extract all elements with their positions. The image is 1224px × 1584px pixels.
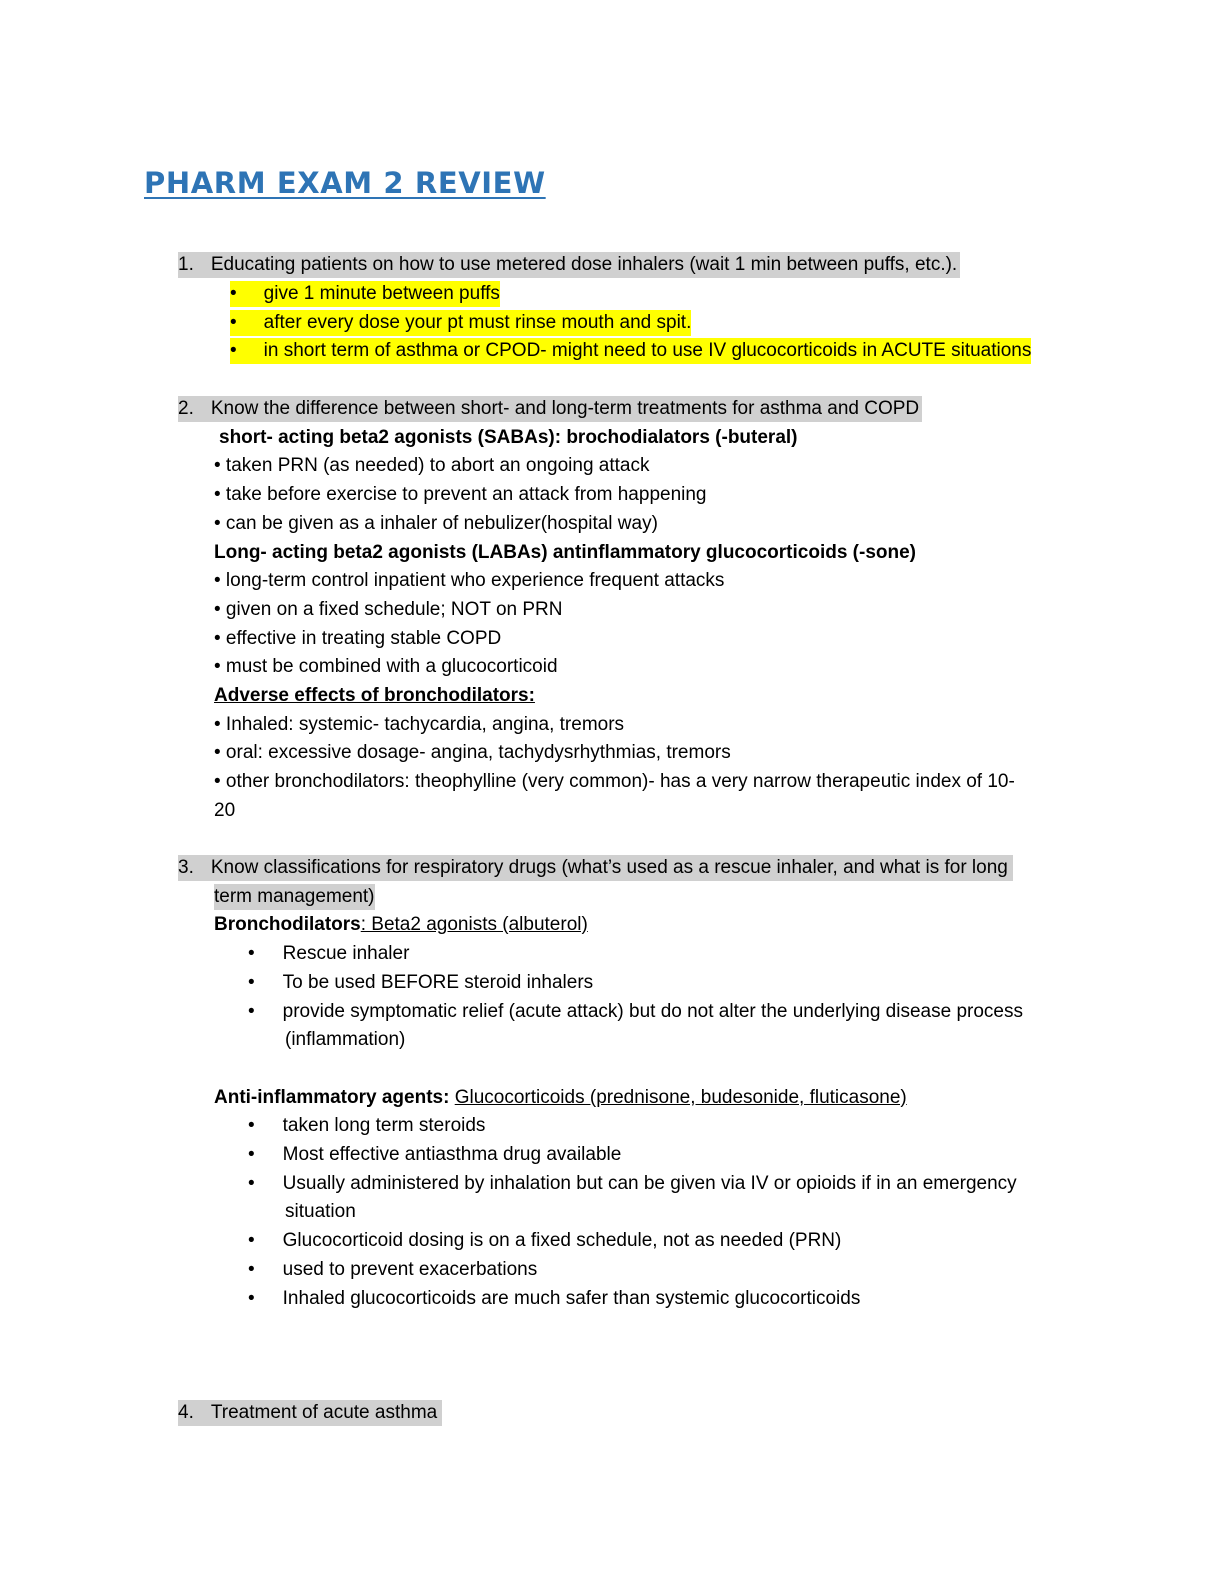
anti-item-text: used to prevent exacerbations <box>282 1259 538 1280</box>
anti-item-text: taken long term steroids <box>282 1115 486 1136</box>
anti-inflammatory-value: Glucocorticoids (prednisone, budesonide, fluticasone) <box>454 1087 907 1108</box>
anti-item-cont: situation <box>285 1201 356 1222</box>
broncho-item-text: provide symptomatic relief (acute attack) but do not alter the underlying disease process <box>282 1001 1023 1022</box>
bullet-icon: • <box>248 1288 255 1309</box>
adverse-heading: Adverse effects of bronchodilators: <box>214 685 535 706</box>
anti-item <box>248 1171 1017 1197</box>
anti-item <box>248 1142 621 1168</box>
adverse-item: • other bronchodilators: theophylline (very common)- has a very narrow therapeutic index of 10- <box>214 771 1015 792</box>
bullet-icon: • <box>248 1259 255 1280</box>
anti-item <box>248 1257 537 1283</box>
bullet-icon: • <box>230 312 237 333</box>
bronchodilators-value: : Beta2 agonists (albuterol) <box>360 914 588 935</box>
bullet-icon: • <box>248 943 255 964</box>
q1-number: 1. <box>178 254 194 275</box>
bullet-icon: • <box>248 972 255 993</box>
bullet-icon: • <box>248 1001 255 1022</box>
labas-item: • long-term control inpatient who experience frequent attacks <box>214 570 725 591</box>
q3-heading-cont: term management) <box>214 884 375 910</box>
anti-item <box>248 1228 841 1254</box>
q1-bullet-1 <box>230 281 500 307</box>
bronchodilators-line <box>214 912 588 938</box>
bullet-icon: • <box>230 283 237 304</box>
q1-bullet-3 <box>230 338 1031 364</box>
labas-heading: Long- acting beta2 agonists (LABAs) antinflammatory glucocorticoids (-sone) <box>214 542 916 563</box>
q2-heading <box>178 396 922 422</box>
bullet-icon: • <box>248 1173 255 1194</box>
bullet-icon: • <box>248 1144 255 1165</box>
q3-text: Know classifications for respiratory drugs (what’s used as a rescue inhaler, and what is for long <box>210 857 1008 878</box>
bronchodilators-label: Bronchodilators <box>214 914 361 935</box>
labas-item: • given on a fixed schedule; NOT on PRN <box>214 599 563 620</box>
q2-text: Know the difference between short- and long-term treatments for asthma and COPD <box>210 398 920 419</box>
q2-number: 2. <box>178 398 194 419</box>
adverse-item: 20 <box>214 800 236 821</box>
page-title: PHARM EXAM 2 REVIEW <box>144 166 546 200</box>
anti-item-text: Usually administered by inhalation but can be given via IV or opioids if in an emergency <box>282 1173 1017 1194</box>
q3-number: 3. <box>178 857 194 878</box>
q1-bullet-text: give 1 minute between puffs <box>263 283 500 304</box>
q4-heading <box>178 1400 442 1426</box>
q1-bullet-2 <box>230 310 691 336</box>
adverse-item: • oral: excessive dosage- angina, tachydysrhythmias, tremors <box>214 742 731 763</box>
sabas-heading: short- acting beta2 agonists (SABAs): brochodialators (-buteral) <box>219 427 798 448</box>
anti-inflammatory-line <box>214 1085 907 1111</box>
sabas-item: • take before exercise to prevent an attack from happening <box>214 484 707 505</box>
anti-item <box>248 1113 485 1139</box>
adverse-item: • Inhaled: systemic- tachycardia, angina, tremors <box>214 714 625 735</box>
q1-text: Educating patients on how to use metered dose inhalers (wait 1 min between puffs, etc.). <box>210 254 958 275</box>
bullet-icon: • <box>248 1115 255 1136</box>
broncho-item <box>248 941 409 967</box>
q1-heading <box>178 252 960 278</box>
anti-item <box>248 1286 860 1312</box>
broncho-item <box>248 999 1023 1025</box>
anti-inflammatory-label: Anti-inflammatory agents: <box>214 1087 450 1108</box>
anti-item-text: Glucocorticoid dosing is on a fixed schedule, not as needed (PRN) <box>282 1230 842 1251</box>
q1-bullet-text: after every dose your pt must rinse mouth and spit. <box>263 312 692 333</box>
labas-item: • effective in treating stable COPD <box>214 628 502 649</box>
broncho-item-text: Rescue inhaler <box>282 943 410 964</box>
q3-heading <box>178 855 1013 881</box>
broncho-item <box>248 970 593 996</box>
sabas-item: • taken PRN (as needed) to abort an ongoing attack <box>214 455 650 476</box>
anti-item-text: Most effective antiasthma drug available <box>282 1144 622 1165</box>
bullet-icon: • <box>230 340 237 361</box>
broncho-item-cont: (inflammation) <box>285 1029 406 1050</box>
labas-item: • must be combined with a glucocorticoid <box>214 656 558 677</box>
broncho-item-text: To be used BEFORE steroid inhalers <box>282 972 594 993</box>
q4-text: Treatment of acute asthma <box>210 1402 438 1423</box>
anti-item-text: Inhaled glucocorticoids are much safer than systemic glucocorticoids <box>282 1288 861 1309</box>
q1-bullet-text: in short term of asthma or CPOD- might need to use IV glucocorticoids in ACUTE situations <box>263 340 1032 361</box>
q4-number: 4. <box>178 1402 194 1423</box>
sabas-item: • can be given as a inhaler of nebulizer(hospital way) <box>214 513 658 534</box>
bullet-icon: • <box>248 1230 255 1251</box>
